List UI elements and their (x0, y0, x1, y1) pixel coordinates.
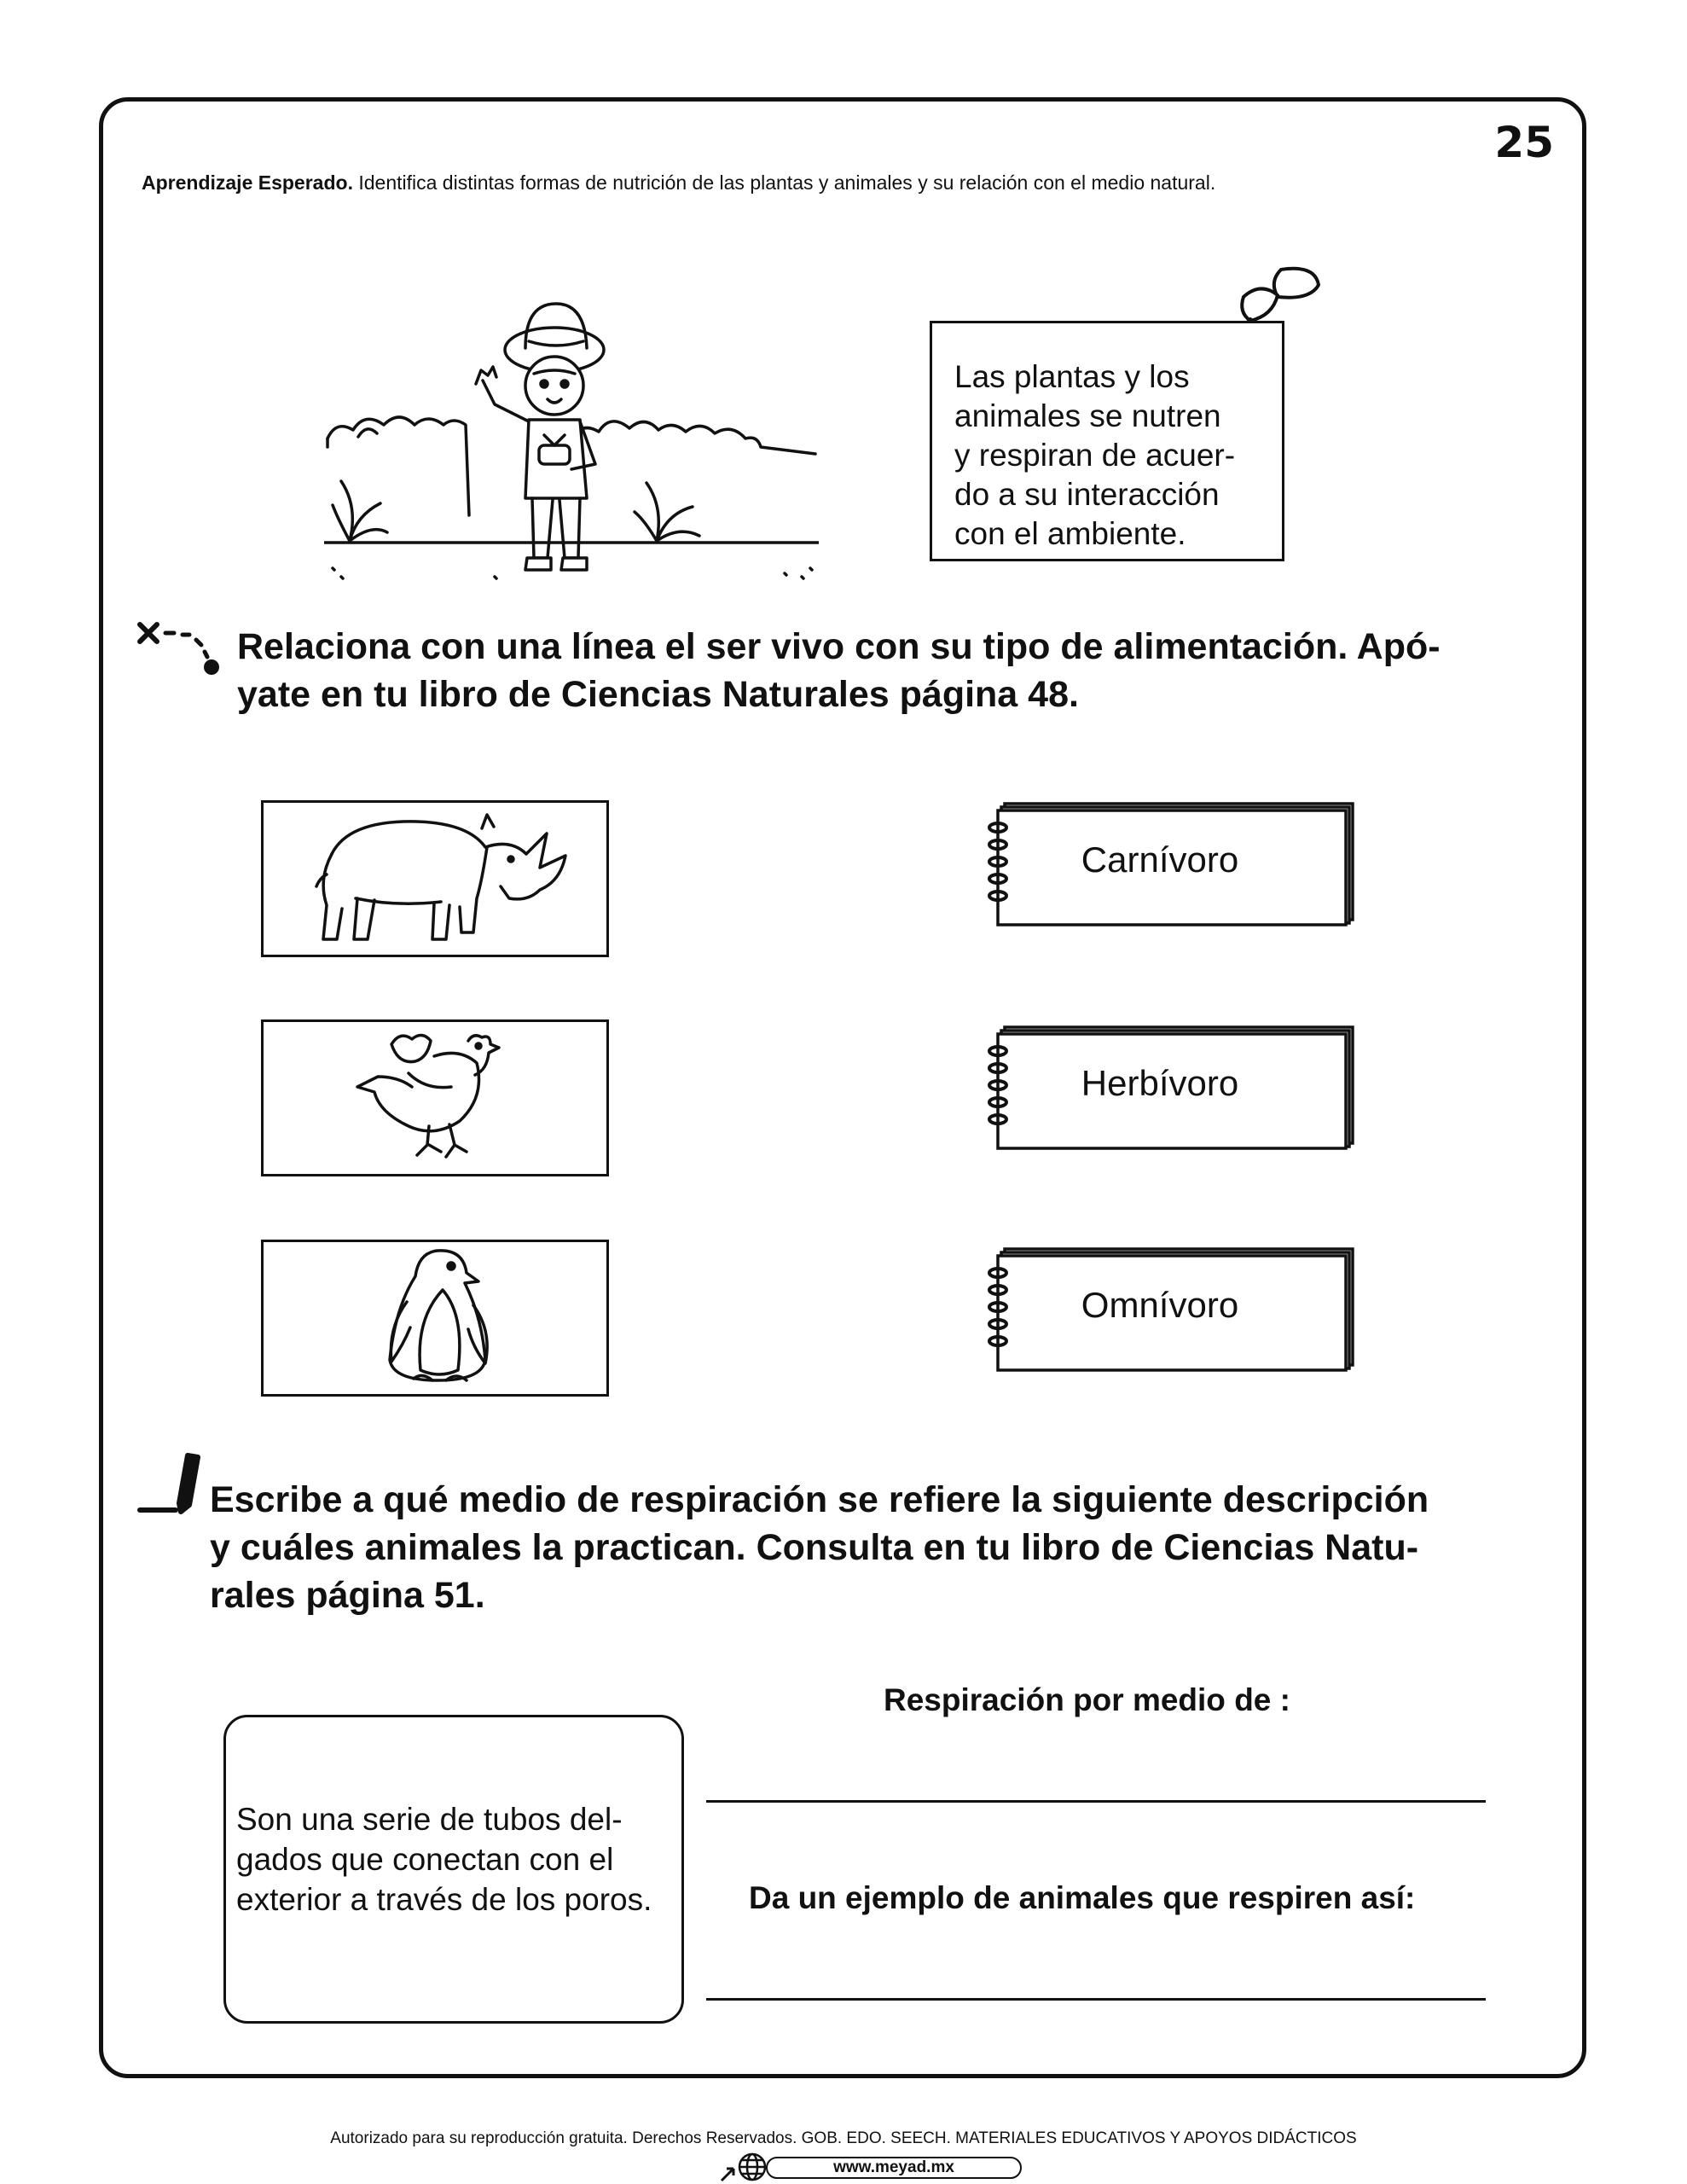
info-note-line: Las plantas y los (954, 359, 1190, 394)
rhinoceros-illustration (264, 803, 606, 955)
description-box (223, 1715, 684, 2024)
spiral-binding-icon (981, 1264, 1015, 1358)
animal-box-penguin (261, 1240, 609, 1397)
activity1-line: Relaciona con una línea el ser vivo con su tipo de alimentación. Apó- (237, 626, 1441, 667)
spiral-binding-icon (981, 819, 1015, 913)
diet-card-carnivoro (981, 802, 1356, 930)
learning-goal-label: Aprendizaje Esperado. (142, 171, 353, 194)
website-link[interactable]: www.meyad.mx (766, 2157, 1022, 2179)
diet-card-herbivoro (981, 1025, 1356, 1153)
diet-label-herbivoro: Herbívoro (1081, 1063, 1239, 1103)
explorer-illustration (324, 302, 819, 584)
hen-illustration (264, 1022, 606, 1174)
footer-text: Autorizado para su reproducción gratuita. Derechos Reservados. GOB. EDO. SEECH. MATERIALES EDUCATIVOS Y APOYOS DIDÁCTICOS (330, 2129, 1357, 2147)
question-respiration-type: Respiración por medio de : (884, 1682, 1290, 1717)
learning-goal (142, 171, 1215, 195)
learning-goal-text: Identifica distintas formas de nutrición de las plantas y animales y su relación con el medio natural. (352, 171, 1216, 194)
description-line: Son una serie de tubos del- (236, 1802, 623, 1837)
activity2-line: rales página 51. (210, 1575, 485, 1616)
spiral-binding-icon (981, 1043, 1015, 1136)
activity2-instruction (210, 1476, 1540, 1619)
pencil-icon (136, 1447, 205, 1515)
answer-line-animal-examples[interactable] (706, 1998, 1486, 2001)
info-note-line: con el ambiente. (954, 516, 1186, 551)
animal-box-hen (261, 1019, 609, 1176)
diet-label-carnivoro: Carnívoro (1081, 839, 1239, 880)
info-note-line: animales se nutren (954, 398, 1221, 433)
description-line: exterior a través de los poros. (236, 1882, 652, 1917)
info-note-line: y respiran de acuer- (954, 438, 1236, 473)
description-line: gados que conectan con el (236, 1842, 614, 1877)
info-note (930, 321, 1284, 561)
info-note-line: do a su interacción (954, 477, 1220, 512)
path-x-dot-icon (135, 618, 225, 677)
question-animal-examples: Da un ejemplo de animales que respiren así: (749, 1880, 1416, 1915)
penguin-illustration (264, 1242, 606, 1394)
diet-card-omnivoro (981, 1247, 1356, 1375)
diet-label-omnivoro: Omnívoro (1081, 1285, 1239, 1325)
activity2-line: Escribe a qué medio de respiración se refiere la siguiente descripción (210, 1479, 1429, 1520)
page-number: 25 (1494, 118, 1554, 167)
activity2-line: y cuáles animales la practican. Consulta en tu libro de Ciencias Natu- (210, 1527, 1419, 1568)
globe-cursor-icon (718, 2152, 769, 2182)
activity1-instruction (237, 623, 1516, 718)
answer-line-respiration-type[interactable] (706, 1800, 1486, 1803)
activity1-line: yate en tu libro de Ciencias Naturales página 48. (237, 674, 1079, 715)
animal-box-rhinoceros (261, 800, 609, 957)
